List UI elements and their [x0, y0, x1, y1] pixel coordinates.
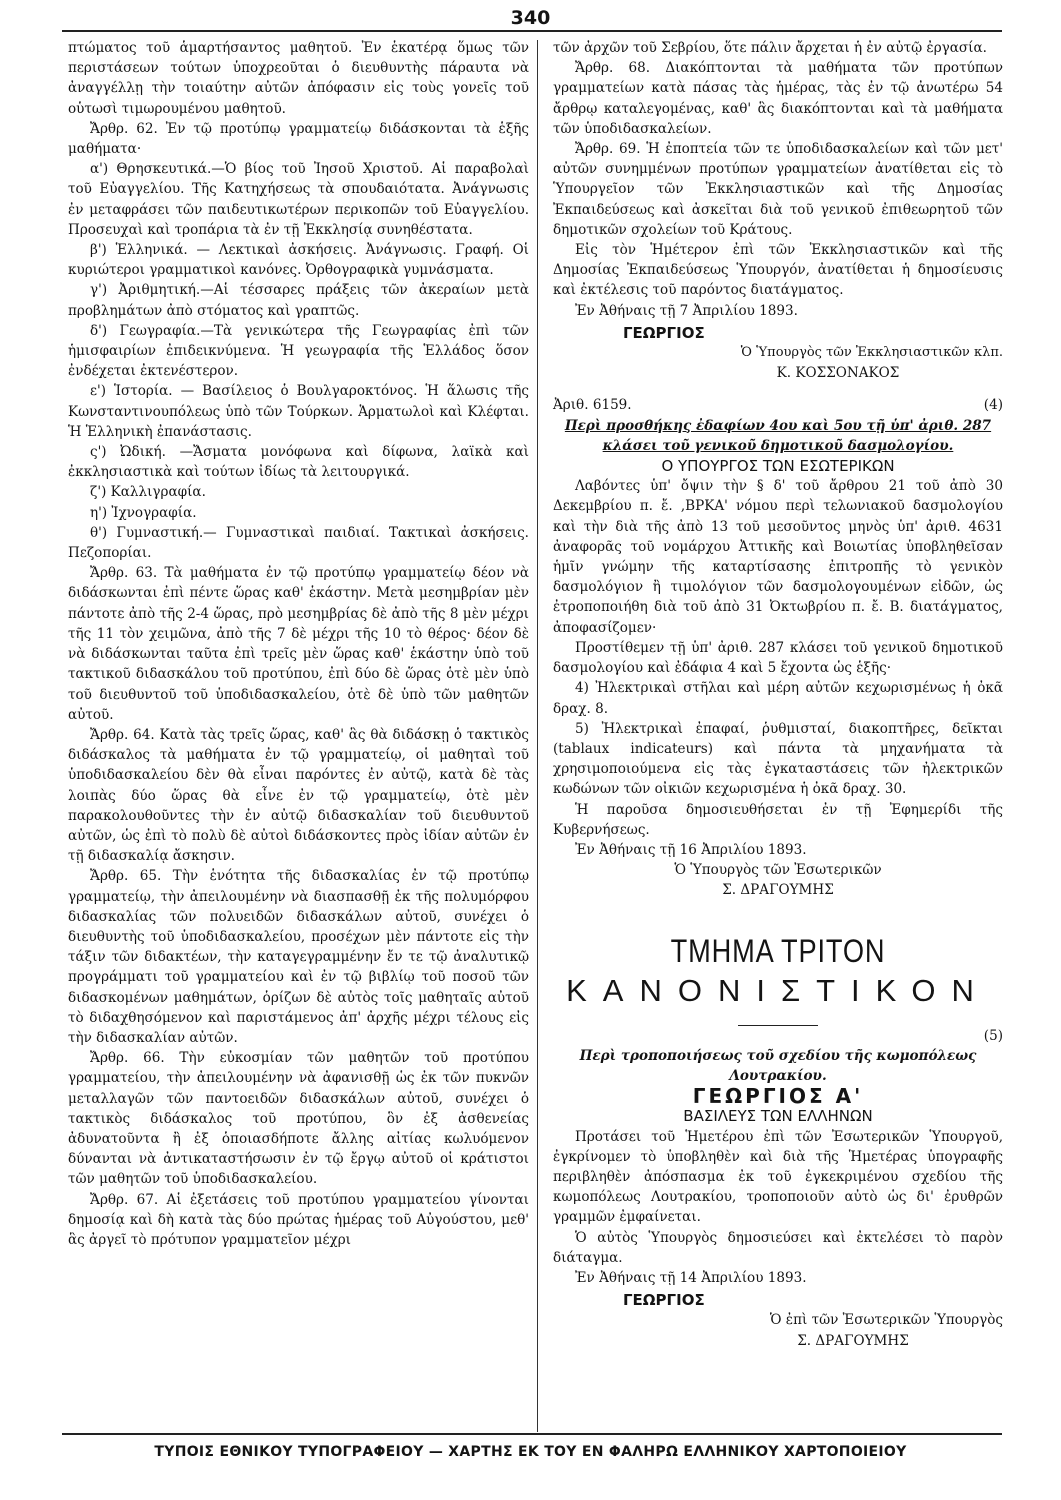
subject-calligraphy: ζ') Καλλιγραφία. [90, 484, 206, 501]
decree-2-minister-name: Σ. ΔΡΑΓΟΥΜΗΣ [722, 882, 834, 899]
subject-singing: ς') Ὠδική. —Ἄσματα μονόφωνα καὶ δίφωνα, λαϊκὰ καὶ ἐκκλησιαστικὰ καὶ τούτων ἰδίως τὰ λειτουργικά. [68, 444, 529, 481]
decree-3-date: Ἐν Ἀθήναις τῇ 14 Ἀπριλίου 1893. [575, 1269, 807, 1286]
decree-3-minister-name: Σ. ΔΡΑΓΟΥΜΗΣ [797, 1332, 909, 1349]
decree-3-index: (5) [983, 1027, 1003, 1044]
decree-2-addition: Προστίθεμεν τῇ ὑπ' ἀριθ. 287 κλάσει τοῦ γενικοῦ δημοτικοῦ δασμολογίου καὶ ἐδάφια 4 καὶ 5 ἔχοντα ὡς ἑξῆς· [553, 639, 1003, 677]
decree-2-date: Ἐν Ἀθήναις τῇ 16 Ἀπριλίου 1893. [575, 841, 807, 858]
subject-history: ε') Ἱστορία. — Βασίλειος ὁ Βουλγαροκτόνος. Ἡ ἅλωσις τῆς Κωνσταντινουπόλεως ὑπὸ τῶν Τούρκων. Ἁρματωλοὶ καὶ Κλέφται. Ἡ Ἑλληνικὴ ἐπανάστασις. [68, 383, 529, 440]
decree-3-title: Περὶ τροποποιήσεως τοῦ σχεδίου τῆς κωμοπόλεως Λουτρακίου. [579, 1047, 977, 1084]
king-title: ΒΑΣΙΛΕΥΣ ΤΩΝ ΕΛΛΗΝΩΝ [683, 1107, 873, 1126]
decree-3-execution: Ὁ αὐτὸς Ὑπουργὸς δημοσιεύσει καὶ ἐκτελέσει τὸ παρὸν διάταγμα. [553, 1229, 1003, 1266]
decree-3-minister-title: Ὁ ἐπὶ τῶν Ἐσωτερικῶν Ὑπουργὸς [769, 1312, 1003, 1329]
commission-paragraph: Εἰς τὸν Ἡμέτερον ἐπὶ τῶν Ἐκκλησιαστικῶν καὶ τῆς Δημοσίας Ἐκπαιδεύσεως Ὑπουργόν, ἀνατίθεται ἡ δημοσίευσις καὶ ἐκτέλεσις τοῦ παρόντος διατάγματος. [553, 242, 1003, 299]
decree-2-item-4: 4) Ἠλεκτρικαὶ στῆλαι καὶ μέρη αὐτῶν κεχωρισμένως ἡ ὀκᾶ δραχ. 8. [553, 680, 1003, 717]
decree-2-title: Περὶ προσθήκης ἐδαφίων 4ου καὶ 5ου τῇ ὑπ' ἀριθ. 287 κλάσει τοῦ γενικοῦ δημοτικοῦ δασμολογίου. [564, 417, 992, 454]
page-number: 340 [510, 7, 551, 29]
subject-drawing: η') Ἰχνογραφία. [90, 504, 197, 521]
decree-2-body: Λαβόντες ὑπ' ὄψιν τὴν § δ' τοῦ ἄρθρου 21 τοῦ ἀπὸ 30 Δεκεμβρίου π. ἔ. ,ΒΡΚΑ' νόμου περὶ τελωνιακοῦ δασμολογίου καὶ τὴν διὰ τῆς ἀπὸ 13 τοῦ μεσοῦντος μηνὸς ὑπ' ἀριθ. 4631 ἀναφορᾶς τοῦ νομάρχου Ἀττικῆς καὶ Βοιωτίας ὑποβληθεῖσαν ἡμῖν γνώμην τῆς καταρτίσασης ἐπιτροπῆς τὸ γενικὸν δασμολόγιον ἢ τιμολόγιον τῶν δασμολογουμένων εἰδῶν, ὡς ἐτροποποιήθη διὰ τοῦ ἀπὸ 31 Ὀκτωβρίου π. ἔ. Β. διατάγματος, ἀποφασίζομεν· [553, 478, 1003, 636]
paragraph-continuation: πτώματος τοῦ ἁμαρτήσαντος μαθητοῦ. Ἐν ἑκατέρᾳ ὅμως τῶν περιστάσεων τούτων ὑποχρεοῦται ὁ διευθυντὴς πάραυτα νὰ ἀναγγέλλῃ τὴν τοιαύτην αὐτῶν ἀπόφασιν εἰς τοὺς γονεῖς τοῦ οὑτωσὶ τιμωρουμένου μαθητοῦ. [68, 40, 529, 117]
article-67-continuation: τῶν ἀρχῶν τοῦ Σεβρίου, ὅτε πάλιν ἄρχεται ἡ ἐν αὐτῷ ἐργασία. [553, 40, 987, 56]
column-divider [537, 40, 538, 1432]
printer-footer: ΤΥΠΟΙΣ ΕΘΝΙΚΟΥ ΤΥΠΟΓΡΑΦΕΙΟΥ — ΧΑΡΤΗΣ ΕΚ ΤΟΥ ΕΝ ΦΑΛΗΡΩ ΕΛΛΗΝΙΚΟΥ ΧΑΡΤΟΠΟΙΕΙΟΥ [154, 1444, 907, 1460]
subject-arithmetic: γ') Ἀριθμητική.—Αἱ τέσσαρες πράξεις τῶν ἀκεραίων μετὰ προβλημάτων ἀπὸ στόματος καὶ γραπτῶς. [68, 282, 529, 319]
decree-3-body: Προτάσει τοῦ Ἡμετέρου ἐπὶ τῶν Ἐσωτερικῶν Ὑπουργοῦ, ἐγκρίνομεν τὸ ὑποβληθὲν καὶ διὰ τῆς Ἡμετέρας ὑπογραφῆς περιβληθὲν ἀπόσπασμα ἐκ τοῦ ἐγκεκριμένου σχεδίου τῆς κωμοπόλεως Λουτρακίου, τροποποιοῦν αὐτὸ ὡς δι' ἐρυθρῶν γραμμῶν ἐμφαίνεται. [553, 1128, 1003, 1226]
right-column [553, 38, 1003, 1351]
article-64: Ἄρθρ. 64. Κατὰ τὰς τρεῖς ὥρας, καθ' ἃς θὰ διδάσκῃ ὁ τακτικὸς διδάσκαλος τὰ μαθήματα ἐν τῷ γραμματείῳ, οἱ μαθηταὶ τοῦ ὑποδιδασκαλείου δὲν θὰ εἶναι παρόντες ἐν αὐτῷ, κατὰ δὲ τὰς λοιπὰς δύο ὥρας θὰ εἶνε ἐν τῷ γραμματείῳ, ὁτὲ μὲν παρακολουθοῦντες τὴν ἐν αὐτῷ διδασκαλίαν τοῦ διευθυντοῦ αὐτῶν, ὡς ἐπὶ τὸ πολὺ δὲ αὐτοὶ διδάσκοντες πρὸς ἰδίαν αὐτῶν ἐν τῇ διδασκαλίᾳ ἄσκησιν. [68, 726, 529, 865]
king-name: ΓΕΩΡΓΙΟΣ Α' [692, 1084, 864, 1109]
top-rule [62, 30, 1002, 32]
decree-3-king-signature: ΓΕΩΡΓΙΟΣ [623, 1291, 705, 1310]
bottom-rule [62, 1433, 1002, 1435]
subject-religion: α') Θρησκευτικά.—Ὁ βίος τοῦ Ἰησοῦ Χριστοῦ. Αἱ παραβολαὶ τοῦ Εὐαγγελίου. Τῆς Κατηχήσεως τὰ σπουδαιότατα. Ἀνάγνωσις ἐν μεταφράσει τῶν παιδευτικωτέρων περικοπῶν τοῦ Εὐαγγελίου. Προσευχαὶ καὶ τροπάρια τὰ ἐν τῇ Ἐκκλησίᾳ συνηθέστατα. [68, 161, 529, 238]
decree-1-minister-name: Κ. ΚΟΣΣΟΝΑΚΟΣ [776, 365, 900, 382]
article-66: Ἄρθρ. 66. Τὴν εὐκοσμίαν τῶν μαθητῶν τοῦ προτύπου γραμματείου, τὴν ἀπειλουμένην νὰ ἀφανισθῇ ὡς ἐκ τῶν πυκνῶν μεταλλαγῶν τῶν παντοειδῶν διδασκάλων αὐτοῦ, συνέχει ὁ τακτικὸς διδάσκαλος τοῦ προτύπου, ὃν ἐξ ἀσθενείας ἀδυνατοῦντα ἢ ἐξ ὁποιασδήποτε ἄλλης αἰτίας κωλυόμενον δύνανται νὰ ἀντικαταστήσωσιν ἐν τῷ ἔργῳ αὐτοῦ οἱ κράτιστοι τῶν μαθητῶν τοῦ ὑποδιδασκαλείου. [68, 1050, 529, 1188]
decree-1-date: Ἐν Ἀθήναις τῇ 7 Ἀπριλίου 1893. [575, 302, 798, 319]
article-69: Ἄρθρ. 69. Ἡ ἐποπτεία τῶν τε ὑποδιδασκαλείων καὶ τῶν μετ' αὐτῶν συνημμένων προτύπων γραμματείων ἀνατίθεται εἰς τὸ Ὑπουργεῖον τῶν Ἐκκλησιαστικῶν καὶ τῆς Δημοσίας Ἐκπαιδεύσεως καὶ ἀσκεῖται διὰ τοῦ γενικοῦ ἐπιθεωρητοῦ τῶν δημοτικῶν σχολείων τοῦ Κράτους. [553, 141, 1003, 238]
left-column [68, 38, 529, 1250]
part-subtitle: ΚΑΝΟΝΙΣΤΙΚΟΝ [566, 972, 990, 1008]
subject-greek: β') Ἑλληνικά. — Λεκτικαὶ ἀσκήσεις. Ἀνάγνωσις. Γραφή. Οἱ κυριώτεροι γραμματικοὶ κανόνες. Ὀρθογραφικὰ γυμνάσματα. [68, 242, 529, 279]
subject-gymnastics: θ') Γυμναστική.— Γυμναστικαὶ παιδιαί. Τακτικαὶ ἀσκήσεις. Πεζοπορίαι. [68, 524, 529, 562]
article-67: Ἄρθρ. 67. Αἱ ἐξετάσεις τοῦ προτύπου γραμματείου γίνονται δημοσίᾳ καὶ δὴ κατὰ τὰς δύο πρώτας ἡμέρας τοῦ Αὐγούστου, μεθ' ἃς ἀργεῖ τὸ πρότυπον γραμματεῖον μέχρι [68, 1191, 529, 1248]
article-62: Ἄρθρ. 62. Ἐν τῷ προτύπῳ γραμματείῳ διδάσκονται τὰ ἑξῆς μαθήματα· [68, 120, 529, 158]
decree-2-authority: Ο ΥΠΟΥΡΓΟΣ ΤΩΝ ΕΣΩΤΕΡΙΚΩΝ [661, 457, 895, 476]
part-title: ΤΜΗΜΑ ΤΡΙΤΟΝ [670, 932, 886, 969]
decree-2-minister-title: Ὁ Ὑπουργὸς τῶν Ἐσωτερικῶν [674, 862, 882, 879]
article-68: Ἄρθρ. 68. Διακόπτονται τὰ μαθήματα τῶν προτύπων γραμματείων κατὰ πάσας τὰς ἡμέρας, τὰς ἐν τῷ ἀνωτέρω 54 ἄρθρῳ καταλεγομένας, καθ' ἃς διακόπτονται καὶ τὰ μαθήματα τῶν ὑποδιδασκαλείων. [553, 60, 1003, 137]
decree-2-item-5: 5) Ἠλεκτρικαὶ ἐπαφαί, ῥυθμισταί, διακοπτῆρες, δεῖκται (tablaux indicateurs) καὶ πάντα τὰ μηχανήματα τὰ χρησιμοποιούμενα εἰς τὰς ἐγκαταστάσεις τῶν ἠλεκτρικῶν κωδώνων τῶν οἰκιῶν κεχωρισμένα ἡ ὀκᾶ δραχ. 30. [553, 720, 1003, 798]
decree-2-header-line [553, 395, 1003, 415]
decree-1-minister-title: Ὁ Ὑπουργὸς τῶν Ἐκκλησιαστικῶν κλπ. [740, 345, 1003, 361]
decree-1-king-signature: ΓΕΩΡΓΙΟΣ [623, 323, 705, 342]
article-63: Ἄρθρ. 63. Τὰ μαθήματα ἐν τῷ προτύπῳ γραμματείῳ δέον νὰ διδάσκωνται ἐπὶ πέντε ὥρας καθ' ἑκάστην. Μετὰ μεσημβρίαν μὲν πάντοτε ἀπὸ τῆς 2-4 ὥρας, πρὸ μεσημβρίας δὲ ἀπὸ τῆς 8 μὲν μέχρι τῆς 11 τὸν χειμῶνα, ἀπὸ τῆς 7 δὲ μέχρι τῆς 10 τὸ θέρος· δέον δὲ νὰ διδάσκωνται ταῦτα ἐπὶ τρεῖς μὲν ὥρας καθ' ἑκάστην ὑπὸ τοῦ τακτικοῦ διδασκάλου τοῦ προτύπου, ἐπὶ δύο δὲ ὥρας ὁτὲ μὲν ὑπὸ τοῦ διευθυντοῦ τοῦ ὑποδιδασκαλείου, ὁτὲ δὲ ὑπὸ τῶν μαθητῶν αὐτοῦ. [68, 565, 529, 723]
decree-2-number: Ἀριθ. 6159. [553, 397, 632, 414]
article-65: Ἄρθρ. 65. Τὴν ἑνότητα τῆς διδασκαλίας ἐν τῷ προτύπῳ γραμματείῳ, τὴν ἀπειλουμένην νὰ διασπασθῇ ἐκ τῆς πολυμόρφου διδασκαλίας τῶν πολυειδῶν διδασκάλων αὐτοῦ, συνέχει ὁ διευθυντὴς τοῦ ὑποδιδασκαλείου, προσέχων μὲν πάντοτε εἰς τὴν τάξιν τῶν διδακτέων, τὴν καταγεγραμμένην ἔν τε τῷ ἀναλυτικῷ προγράμματι τοῦ γραμματείου καὶ ἐν τῷ βιβλίῳ τοῦ ποσοῦ τῶν διδασκομένων μαθημάτων, ὁρίζων δὲ αὐτὸς τοῖς μαθηταῖς αὐτοῦ τὸ διδαχθησόμενον καὶ παριστάμενος ἀπ' ἀρχῆς μέχρι τέλους εἰς τὴν διδασκαλίαν αὐτῶν. [68, 868, 529, 1046]
subject-geography: δ') Γεωγραφία.—Τὰ γενικώτερα τῆς Γεωγραφίας ἐπὶ τῶν ἡμισφαιρίων ἐπιδεικνύμενα. Ἡ γεωγραφία τῆς Ἑλλάδος ὅσον ἐνδέχεται ἐκτενέστερον. [68, 322, 529, 380]
decree-2-index: (4) [983, 397, 1003, 414]
decree-2-publication: Ἡ παροῦσα δημοσιευθήσεται ἐν τῇ Ἐφημερίδι τῆς Κυβερνήσεως. [553, 801, 1003, 838]
